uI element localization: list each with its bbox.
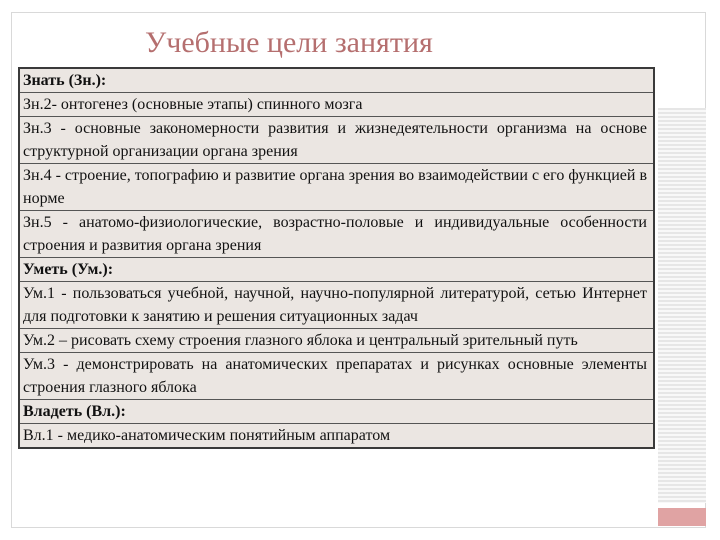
- section-header-know: Знать (Зн.):: [20, 69, 653, 93]
- objective-item: Зн.5 - анатомо-физиологические, возрастно-половые и индивидуальные особенности строения и развития органа зрения: [20, 211, 653, 258]
- slide-title: Учебные цели занятия: [145, 26, 433, 59]
- objective-item: Ум.1 - пользоваться учебной, научной, научно-популярной литературой, сетью Интернет для подготовки к занятию и решения ситуационных задач: [20, 282, 653, 329]
- objective-item: Зн.4 - строение, топографию и развитие органа зрения во взаимодействии с его функцией в норме: [20, 164, 653, 211]
- decorative-stripes: [658, 108, 706, 503]
- objectives-table: [18, 67, 655, 449]
- section-header-skills: Уметь (Ум.):: [20, 258, 653, 282]
- objective-item: Ум.2 – рисовать схему строения глазного яблока и центральный зрительный путь: [20, 329, 653, 353]
- decorative-accent-bar: [658, 508, 706, 526]
- objective-item: Зн.3 - основные закономерности развития и жизнедеятельности организма на основе структурной организации органа зрения: [20, 117, 653, 164]
- objective-item: Вл.1 - медико-анатомическим понятийным аппаратом: [23, 427, 391, 444]
- section-header-master: Владеть (Вл.):: [20, 400, 653, 424]
- objective-item: Зн.2- онтогенез (основные этапы) спинного мозга: [20, 93, 653, 117]
- objective-item: Ум.3 - демонстрировать на анатомических препаратах и рисунках основные элементы строения глазного яблока: [20, 353, 653, 400]
